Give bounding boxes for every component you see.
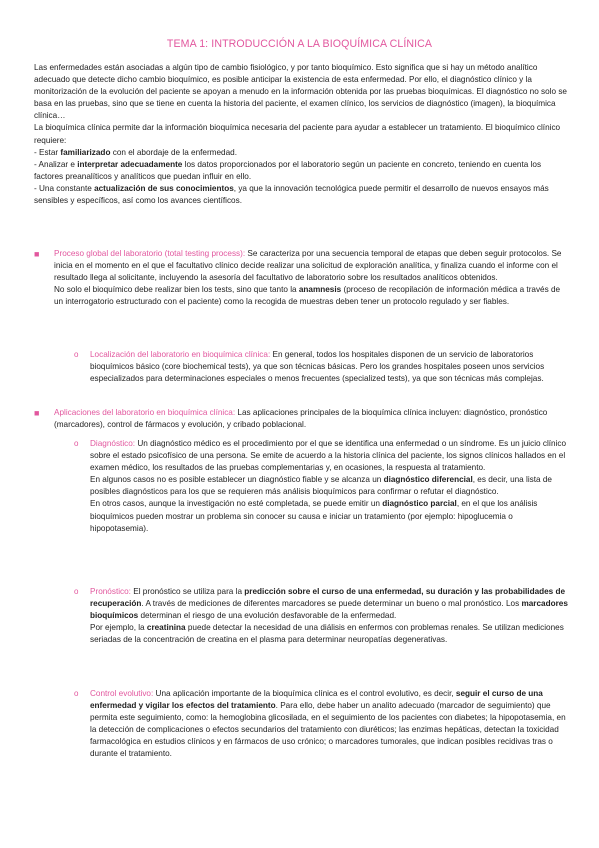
localizacion-text: En general, todos los hospitales disponen de un servicio de laboratorios bioquímicos básico (core biochemical tests), ya que son técnicas básicas. Pero los grandes hospitales poseen unos servicios especializados para determinaciones especiales o menos frecuentes (specialized tests), ya que son técnicas más complejas. xyxy=(90,350,545,384)
req2-bold: interpretar adecuadamente xyxy=(77,159,183,169)
requirement-3 xyxy=(34,183,570,207)
diagnostico-paragraph-1 xyxy=(90,438,570,474)
pron-bold-2: marcadores bioquímicos xyxy=(90,599,568,621)
diag-p3-text: En otros casos, aunque la investigación no esté completada, se puede emitir un xyxy=(90,499,383,509)
pronostico-paragraph-2 xyxy=(90,622,570,646)
proceso-global-text: Se caracteriza por una secuencia temporal de etapas que deben seguir protocolos. Se inicia en el momento en el que el facultativo clínico decide realizar una solicitud de exploración analítica, y finaliza cuando el informe con el resultado llega al solicitante, incluyendo la asesoría del facultativo de laboratorio sobre los resultados analíticos obtenidos. xyxy=(54,249,562,283)
diag-p3-bold: diagnóstico parcial xyxy=(382,499,457,509)
req1-text-end: con el abordaje de la enfermedad. xyxy=(110,147,237,157)
aplicaciones-paragraph xyxy=(54,407,570,431)
req3-text: - Una constante xyxy=(34,183,95,193)
diagnostico-heading: Diagnóstico: xyxy=(90,439,136,448)
pron-p2-text-end: puede detectar la necesidad de una diálisis en enfermos con problemas renales. Se utilizan mediciones seriadas de la concentración de creatina en el plasma para determinar neuropatías degenerativas. xyxy=(90,623,564,645)
circle-bullet-icon: o xyxy=(74,439,79,448)
aplicaciones-text: Las aplicaciones principales de la bioquímica clínica incluyen: diagnóstico, pronóstico (marcadores), control de fármacos y evolución, y cribado poblacional. xyxy=(54,408,548,430)
diag-p2-bold: diagnóstico diferencial xyxy=(383,475,473,485)
diagnostico-paragraph-2 xyxy=(90,474,570,498)
anamnesis-paragraph xyxy=(54,284,570,308)
proceso-global-heading: Proceso global del laboratorio (total testing process): xyxy=(54,249,246,258)
pron-text: El pronóstico se utiliza para la xyxy=(130,587,245,596)
req1-text: - Estar xyxy=(34,147,61,157)
ctrl-text: Una aplicación importante de la bioquímica clínica es el control evolutivo, es decir, xyxy=(153,689,456,698)
pronostico-heading: Pronóstico: xyxy=(90,587,131,596)
page-title: TEMA 1: INTRODUCCIÓN A LA BIOQUÍMICA CLÍNICA xyxy=(166,38,433,50)
control-evolutivo-heading: Control evolutivo: xyxy=(90,689,154,698)
section-diagnostico xyxy=(90,438,570,535)
pron-bold: predicción sobre el curso de una enfermedad, su duración y las probabilidades de recuperación xyxy=(90,587,566,609)
pron-p2-text: Por ejemplo, la xyxy=(90,623,147,633)
localizacion-heading: Localización del laboratorio en bioquímica clínica: xyxy=(90,350,271,359)
pron-text-mid: . A través de mediciones de diferentes marcadores se puede determinar un bueno o mal pronóstico. Los xyxy=(141,599,522,609)
section-localizacion xyxy=(90,349,570,385)
diagnostico-paragraph-3 xyxy=(90,498,570,534)
requirement-2 xyxy=(34,159,570,183)
circle-bullet-icon: o xyxy=(74,350,79,359)
intro-paragraph-1: Las enfermedades están asociadas a algún tipo de cambio fisiológico, y por tanto bioquímico. Esto significa que si hay un método analítico adecuado que detecte dicho cambio bioquímico, es posible anticipar la existencia de esta enfermedad. Por ello, el diagnóstico clínico y la monitorización de la evolución del paciente se apoyan a menudo en la información obtenida por las pruebas bioquímicas. El diagnóstico no solo se basa en las pruebas, sino que se tiene en cuenta la historia del paciente, el examen clínico, los servicios de diagnóstico (imagen), la bioquímica clínica… xyxy=(34,63,567,121)
req1-bold: familiarizado xyxy=(60,147,111,157)
req3-bold: actualización de sus conocimientos xyxy=(94,183,234,193)
diag-p3-text-end: , en el que los análisis bioquímicos pueden mostrar un problema sin conocer su causa e iniciar un tratamiento (por ejemplo: hipoglucemia o hipopotasemia). xyxy=(90,499,538,533)
aplicaciones-heading: Aplicaciones del laboratorio en bioquímica clínica: xyxy=(54,408,236,417)
circle-bullet-icon: o xyxy=(74,587,79,596)
diagnostico-text: Un diagnóstico médico es el procedimiento por el que se identifica una enfermedad o un síndrome. Es un juicio clínico sobre el estado psicofísico de una persona. Se emite de acuerdo a la historia clínica del paciente, los signos clínicos hallados en el examen médico, los resultados de las pruebas complementarias y, en ocasiones, la respuesta al tratamiento. xyxy=(90,439,567,473)
bullet-icon: ■ xyxy=(34,408,40,418)
diag-p2-text: En algunos casos no es posible establecer un diagnóstico fiable y se alcanza un xyxy=(90,475,384,485)
localizacion-paragraph xyxy=(90,349,570,385)
pronostico-paragraph-1 xyxy=(90,586,570,622)
req3-text-end: , ya que la innovación tecnológica puede permitir el desarrollo de nuevos ensayos más sensibles y específicos, así como los avances científicos. xyxy=(34,183,549,206)
req2-text-end: los datos proporcionados por el laboratorio según un paciente en concreto, teniendo en cuenta los factores preanalíticos y analíticos que puedan influir en ello. xyxy=(34,159,542,181)
section-proceso-global xyxy=(54,248,570,308)
section-pronostico xyxy=(90,586,570,646)
pron-p2-bold: creatinina xyxy=(146,623,186,633)
pron-text-end: determinan el riesgo de una evolución desfavorable de la enfermedad. xyxy=(138,611,397,621)
ctrl-text-end: . Para ello, debe haber un analito adecuado (marcador de seguimiento) que permita este seguimiento, como: la hemoglobina glicosilada, en el seguimiento de los pacientes con diabetes; la hipopotasemia, en la detección de complicaciones o efectos secundarios del tratamiento con diuréticos; las enzimas hepáticas, detectan la toxicidad farmacológica en estudios clínicos y en fármacos de uso crónico; o marcadores tumorales, que indican posibles recidivas tras o durante el tratamiento. xyxy=(90,701,566,759)
anamnesis-text-end: (proceso de recopilación de información médica a través de un interrogatorio estructurado con el paciente) como la recogida de muestras deben tener un protocolo regulado y ser fiables. xyxy=(54,285,561,307)
circle-bullet-icon: o xyxy=(74,689,79,698)
requirement-1 xyxy=(34,147,570,159)
diag-p2-text-end: , es decir, una lista de posibles diagnósticos para los que se requieren más análisis bioquímicos para confirmar o refutar el diagnóstico. xyxy=(90,475,552,497)
section-aplicaciones xyxy=(54,407,570,431)
req2-text: - Analizar e xyxy=(34,159,78,169)
intro-paragraph-2: La bioquímica clínica permite dar la información bioquímica necesaria del paciente para ayudar a establecer un tratamiento. El bioquímico clínico requiere: xyxy=(34,123,561,145)
control-evolutivo-paragraph xyxy=(90,688,570,761)
proceso-global-paragraph xyxy=(54,248,570,284)
section-control-evolutivo xyxy=(90,688,570,761)
anamnesis-bold: anamnesis xyxy=(298,285,342,295)
ctrl-bold: seguir el curso de una enfermedad y vigilar los efectos del tratamiento xyxy=(90,689,543,711)
intro-block xyxy=(34,62,570,207)
anamnesis-text: No solo el bioquímico debe realizar bien los tests, sino que tanto la xyxy=(54,285,299,295)
bullet-icon: ■ xyxy=(34,249,40,259)
